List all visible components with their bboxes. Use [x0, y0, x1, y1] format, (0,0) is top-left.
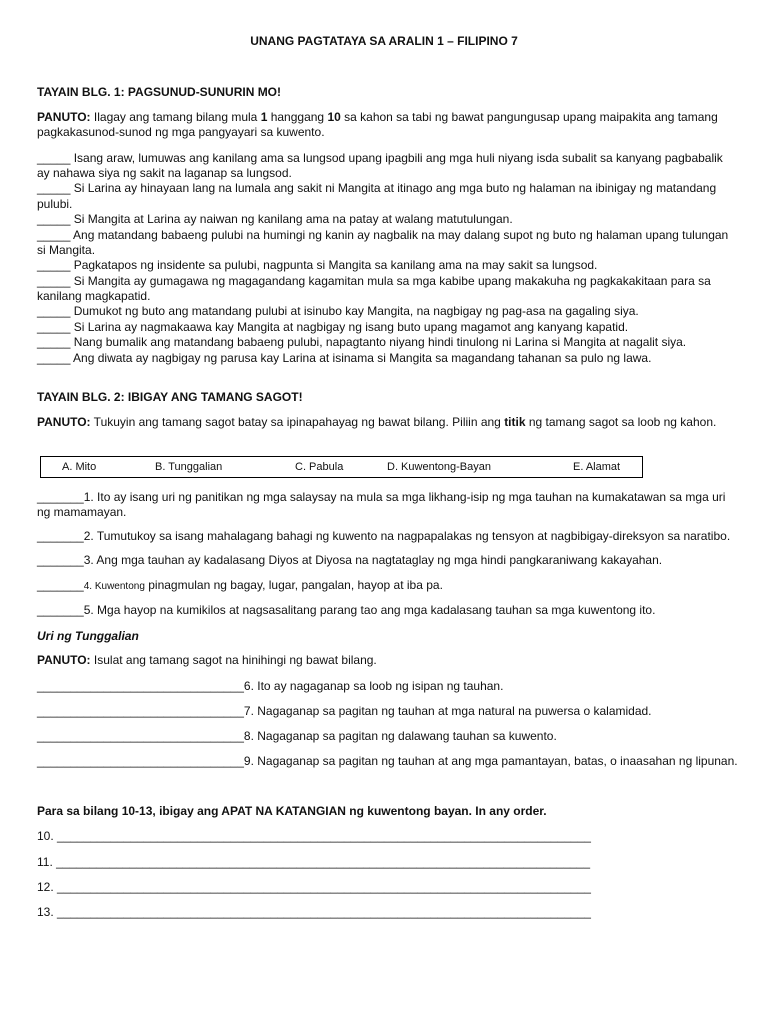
conflict-item: _______________________________9. Nagaganap sa pagitan ng tauhan at ang mga pamantayan, batas, o inaasahan ng lipunan.	[37, 754, 738, 768]
task2-heading: TAYAIN BLG. 2: IBIGAY ANG TAMANG SAGOT!	[37, 390, 303, 404]
conflict-item: _______________________________8. Nagaganap sa pagitan ng dalawang tauhan sa kuwento.	[37, 729, 557, 743]
instruction-bold: titik	[504, 415, 526, 429]
sequence-item-cont: si Mangita.	[37, 243, 96, 257]
task1-instruction-line2: pagkakasunod-sunod ng mga pangyayari sa kuwento.	[37, 125, 325, 139]
sequence-item: _____ Pagkatapos ng insidente sa pulubi, nagpunta si Mangita sa kanilang ama na may sakit sa lungsod.	[37, 258, 598, 272]
sequence-item-cont: kanilang magkapatid.	[37, 289, 151, 303]
answer-line-11: 11. ________________________________________________________________________________	[37, 855, 591, 869]
question-1: _______1. Ito ay isang uri ng panitikan ng mga salaysay na mula sa mga likhang-isip ng mga tauhan na kumakatawan sa mga uri	[37, 490, 726, 504]
task3-heading: Uri ng Tunggalian	[37, 629, 139, 643]
instruction-text: Isulat ang tamang sagot na hinihingi ng bawat bilang.	[90, 653, 377, 667]
question-4-text: pinagmulan ng bagay, lugar, pangalan, hayop at iba pa.	[144, 578, 443, 592]
instruction-text: ng tamang sagot sa loob ng kahon.	[525, 415, 717, 429]
sequence-item: _____ Dumukot ng buto ang matandang pulubi at isinubo kay Mangita, na nagbigay ng pag-asa na gagaling siya.	[37, 304, 639, 318]
choice-d: D. Kuwentong-Bayan	[387, 461, 491, 473]
choice-e: E. Alamat	[573, 461, 621, 473]
sequence-item: _____ Si Larina ay hinayaan lang na lumala ang sakit ni Mangita at itinago ang mga buto ng halaman na ibinigay ng matandang	[37, 181, 717, 195]
sequence-item: _____ Si Mangita at Larina ay naiwan ng kanilang ama na patay at walang matutulungan.	[37, 212, 513, 226]
task1-heading: TAYAIN BLG. 1: PAGSUNUD-SUNURIN MO!	[37, 85, 282, 99]
answer-line-10: 10. ________________________________________________________________________________	[37, 829, 591, 843]
sequence-item: _____ Si Mangita ay gumagawa ng magagandang kagamitan mula sa mga kabibe upang makakuha ng pagkakakitaan para sa	[37, 274, 711, 288]
question-3: _______3. Ang mga tauhan ay kadalasang Diyos at Diyosa na nagtataglay ng mga hindi pangkaraniwang kakayahan.	[37, 553, 663, 567]
instruction-text: Ilagay ang tamang bilang mula	[93, 110, 261, 124]
sequence-item-cont: ay nahawa siya ng sakit na laganap sa lungsod.	[37, 166, 292, 180]
choice-b: B. Tunggalian	[155, 461, 223, 473]
panuto-label: PANUTO:	[37, 110, 91, 124]
panuto-label: PANUTO:	[37, 415, 91, 429]
instruction-text: hanggang	[267, 110, 328, 124]
question-4-small: 4. Kuwentong	[83, 581, 145, 592]
task2-instruction	[37, 415, 716, 430]
sequence-item-cont: pulubi.	[37, 197, 73, 211]
question-1-cont: ng mamamayan.	[37, 505, 127, 519]
sequence-item: _____ Si Larina ay nagmakaawa kay Mangita at nagbigay ng isang buto upang magamot ang kanyang kapatid.	[37, 320, 629, 334]
sequence-item: _____ Isang araw, lumuwas ang kanilang ama sa lungsod upang ipagbili ang mga huli niyang isda subalit sa kanyang pagbabalik	[37, 151, 723, 165]
answer-line-12: 12. ________________________________________________________________________________	[37, 880, 591, 894]
answer-choices-box	[40, 456, 643, 478]
task4-heading: Para sa bilang 10-13, ibigay ang APAT NA KATANGIAN ng kuwentong bayan. In any order.	[37, 804, 547, 818]
sequence-item: _____ Nang bumalik ang matandang babaeng pulubi, napagtanto niyang hindi tinulong ni Larina si Mangita at nagalit siya.	[37, 335, 687, 349]
answer-line-13: 13. ________________________________________________________________________________	[37, 905, 591, 919]
conflict-item: _______________________________7. Nagaganap sa pagitan ng tauhan at mga natural na puwersa o kalamidad.	[37, 704, 652, 718]
choice-c: C. Pabula	[295, 461, 344, 473]
instruction-text: Tukuyin ang tamang sagot batay sa ipinapahayag ng bawat bilang. Piliin ang	[90, 415, 505, 429]
sequence-item: _____ Ang matandang babaeng pulubi na humingi ng kanin ay nagbalik na may dalang supot ng buto ng halaman upang tulungan	[37, 228, 729, 242]
instruction-number: 1	[260, 110, 268, 124]
question-5: _______5. Mga hayop na kumikilos at nagsasalitang parang tao ang mga kadalasang tauhan sa mga kuwentong ito.	[37, 603, 656, 617]
task1-instruction	[37, 110, 718, 125]
instruction-number: 10	[327, 110, 341, 124]
panuto-label: PANUTO:	[37, 653, 91, 667]
answer-blank: _______	[37, 578, 84, 592]
question-4	[37, 578, 443, 594]
task3-instruction	[37, 653, 377, 668]
sequence-item: _____ Ang diwata ay nagbigay ng parusa kay Larina at isinama si Mangita sa magandang tahanan sa pulo ng lawa.	[37, 351, 652, 365]
instruction-text: sa kahon sa tabi ng bawat pangungusap upang maipakita ang tamang	[340, 110, 718, 124]
question-2: _______2. Tumutukoy sa isang mahalagang bahagi ng kuwento na nagpapalakas ng tensyon at nagbibigay-direksyon sa naratibo.	[37, 529, 731, 543]
choice-a: A. Mito	[62, 461, 97, 473]
page-title: UNANG PAGTATAYA SA ARALIN 1 – FILIPINO 7	[250, 34, 518, 48]
conflict-item: _______________________________6. Ito ay nagaganap sa loob ng isipan ng tauhan.	[37, 679, 504, 693]
